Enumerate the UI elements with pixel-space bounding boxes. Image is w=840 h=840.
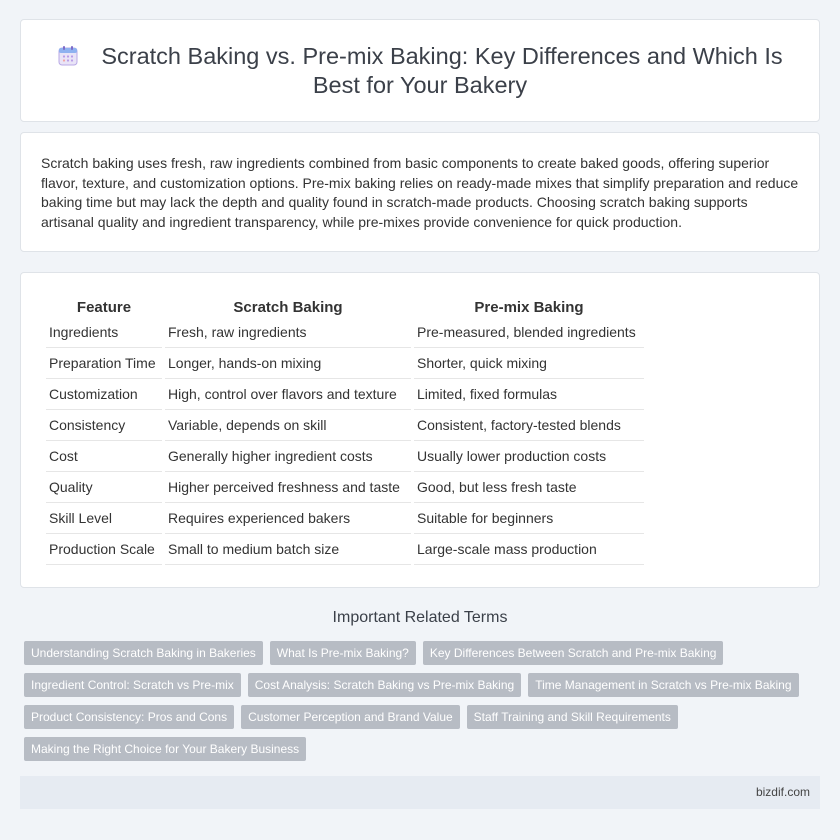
tag-row: [24, 641, 824, 665]
header-feature: Feature: [76, 298, 132, 316]
scratch-cell: Fresh, raw ingredients: [165, 317, 411, 348]
table-row: [46, 379, 644, 410]
comparison-table: [43, 297, 647, 565]
premix-cell: Large-scale mass production: [414, 534, 644, 565]
table-header-row: [46, 297, 644, 317]
scratch-cell: Requires experienced bakers: [165, 503, 411, 534]
header-scratch: Scratch Baking: [233, 298, 343, 316]
related-term-link[interactable]: What Is Pre-mix Baking?: [270, 641, 416, 665]
table-row: [46, 410, 644, 441]
related-term-link[interactable]: Ingredient Control: Scratch vs Pre-mix: [24, 673, 241, 697]
title-card: [20, 19, 820, 122]
site-name[interactable]: bizdif.com: [755, 785, 810, 799]
premix-cell: Suitable for beginners: [414, 503, 644, 534]
tag-row: [24, 705, 824, 729]
feature-cell: Ingredients: [46, 317, 162, 348]
scratch-cell: Longer, hands-on mixing: [165, 348, 411, 379]
feature-cell: Consistency: [46, 410, 162, 441]
header-premix: Pre-mix Baking: [474, 298, 584, 316]
tag-row: [24, 737, 824, 761]
premix-cell: Consistent, factory-tested blends: [414, 410, 644, 441]
feature-cell: Customization: [46, 379, 162, 410]
table-row: [46, 317, 644, 348]
related-terms-title: Important Related Terms: [332, 609, 508, 626]
related-term-link[interactable]: Understanding Scratch Baking in Bakeries: [24, 641, 263, 665]
page-title-text: Scratch Baking vs. Pre-mix Baking: Key Differences and Which Is Best for Your Bakery: [101, 42, 783, 98]
scratch-cell: Variable, depends on skill: [165, 410, 411, 441]
page-title: [51, 42, 789, 100]
premix-cell: Usually lower production costs: [414, 441, 644, 472]
feature-cell: Skill Level: [46, 503, 162, 534]
intro-card: [20, 132, 820, 252]
table-row: [46, 441, 644, 472]
related-term-link[interactable]: Staff Training and Skill Requirements: [467, 705, 678, 729]
related-term-link[interactable]: Product Consistency: Pros and Cons: [24, 705, 234, 729]
feature-cell: Quality: [46, 472, 162, 503]
feature-cell: Cost: [46, 441, 162, 472]
tag-row: [24, 673, 824, 697]
scratch-cell: Higher perceived freshness and taste: [165, 472, 411, 503]
feature-cell: Preparation Time: [46, 348, 162, 379]
related-term-link[interactable]: Time Management in Scratch vs Pre-mix Baking: [528, 673, 798, 697]
intro-paragraph: Scratch baking uses fresh, raw ingredients combined from basic components to create baked goods, offering superior flavor, texture, and customization options. Pre-mix baking relies on ready-made mixes that simplify preparation and reduce baking time but may lack the depth and quality found in scratch-made products. Choosing scratch baking supports artisanal quality and ingredient transparency, while pre-mixes provide convenience for quick production.: [41, 155, 799, 230]
premix-cell: Pre-measured, blended ingredients: [414, 317, 644, 348]
calendar-icon: [57, 45, 79, 67]
table-row: [46, 503, 644, 534]
premix-cell: Shorter, quick mixing: [414, 348, 644, 379]
scratch-cell: Generally higher ingredient costs: [165, 441, 411, 472]
table-row: [46, 348, 644, 379]
scratch-cell: Small to medium batch size: [165, 534, 411, 565]
related-term-link[interactable]: Key Differences Between Scratch and Pre-mix Baking: [423, 641, 724, 665]
footer: [20, 776, 820, 809]
table-row: [46, 472, 644, 503]
related-term-link[interactable]: Making the Right Choice for Your Bakery Business: [24, 737, 306, 761]
title-wrap: [21, 20, 819, 121]
scratch-cell: High, control over flavors and texture: [165, 379, 411, 410]
related-terms-tags: [24, 641, 824, 769]
premix-cell: Limited, fixed formulas: [414, 379, 644, 410]
related-term-link[interactable]: Cost Analysis: Scratch Baking vs Pre-mix Baking: [248, 673, 521, 697]
table-row: [46, 534, 644, 565]
comparison-card: [20, 272, 820, 588]
premix-cell: Good, but less fresh taste: [414, 472, 644, 503]
feature-cell: Production Scale: [46, 534, 162, 565]
related-term-link[interactable]: Customer Perception and Brand Value: [241, 705, 460, 729]
